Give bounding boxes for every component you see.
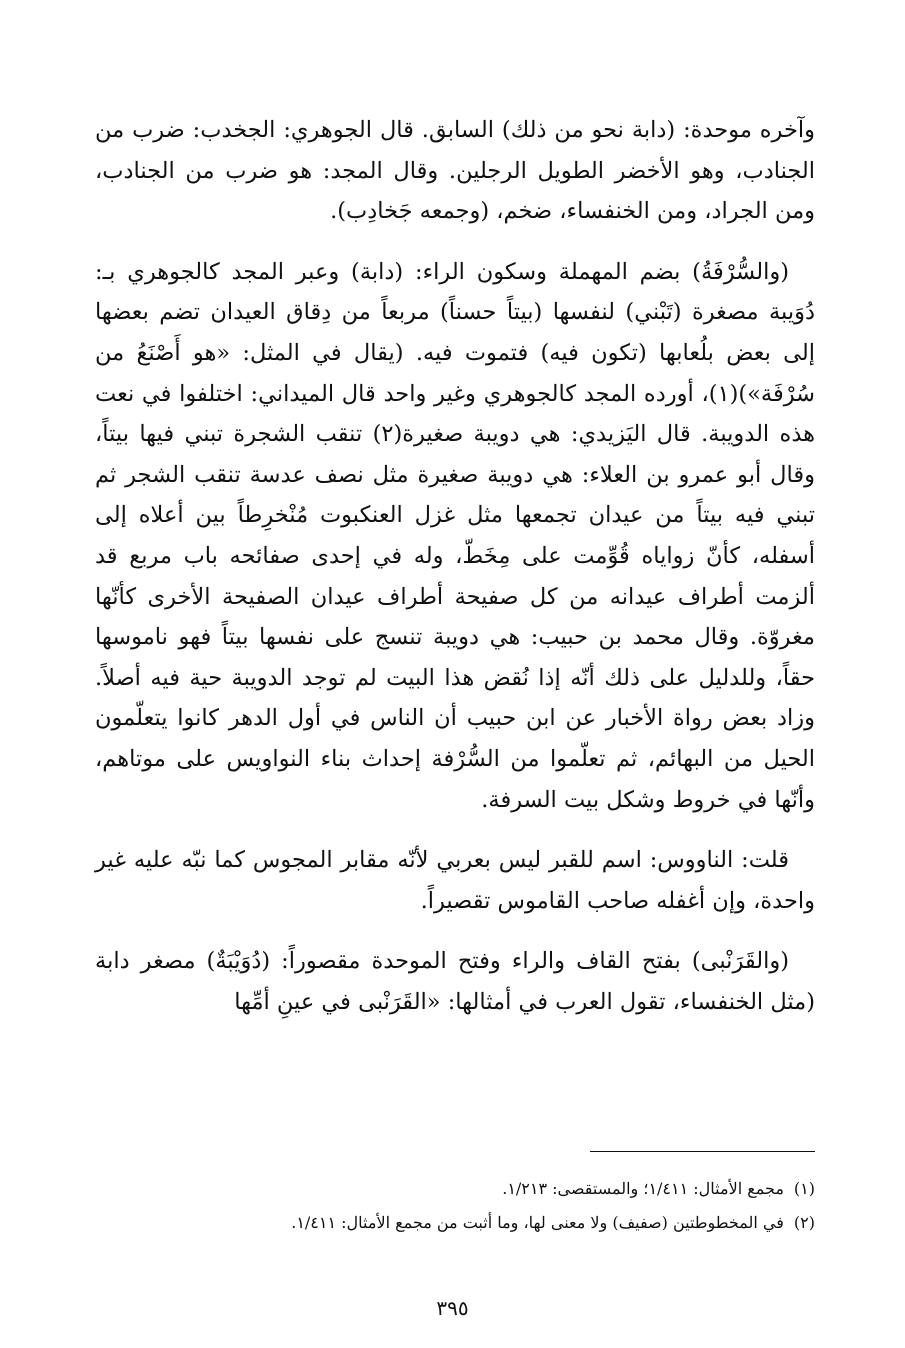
footnote-2 xyxy=(95,1206,815,1240)
footnote-number: (١) xyxy=(793,1179,815,1198)
footnote-text: مجمع الأمثال: ١/٤١١؛ والمستقصى: ١/٢١٣. xyxy=(502,1179,784,1198)
paragraph-4: (والقَرَنْبى) بفتح القاف والراء وفتح الموحدة مقصوراً: (دُوَيْبَةٌ) مصغر دابة (مثل الخنفساء، تقول العرب في أمثالها: «القَرَنْبى في عينِ أمِّها xyxy=(95,948,815,1015)
footnote-number: (٢) xyxy=(793,1213,815,1232)
paragraph-2: (والسُّرْفَةُ) بضم المهملة وسكون الراء: (دابة) وعبر المجد كالجوهري بـ: دُوَيبة مصغرة (تَبْني) لنفسها (بيتاً حسناً) مربعاً من دِقاق العيدان تضم بعضها إلى بعض بلُعابها (تكون فيه) فتموت فيه. (يقال في المثل: «هو أَصْنَعُ من سُرْفَة»)(١)، أورده المجد كالجوهري وغير واحد قال الميداني: اختلفوا في نعت هذه الدويبة. قال اليَزيدي: هي دويبة صغيرة(٢) تنقب الشجرة تبني فيها بيتاً، وقال أبو عمرو بن العلاء: هي دويبة صغيرة مثل نصف عدسة تنقب الشجر ثم تبني فيه بيتاً من عيدان تجمعها مثل غزل العنكبوت مُنْخرِطاً بين أعلاه إلى أسفله، كأنّ زواياه قُوِّمت على مِخَطّ، وله في إحدى صفائحه باب مربع قد ألزمت أطراف عيدانه من كل صفيحة أطراف عيدان الصفيحة الأخرى كأنّها مغروّة. وقال محمد بن حبيب: هي دويبة تنسج على نفسها بيتاً فهو ناموسها حقاً، وللدليل على ذلك أنّه إذا نُقض هذا البيت لم توجد الدويبة حية فيه أصلاً. وزاد بعض رواة الأخبار عن ابن حبيب أن الناس في أول الدهر كانوا يتعلّمون الحيل من البهائم، ثم تعلّموا من السُّرْفة إحداث بناء النواويس على موتاهم، وأنّها في خروط وشكل بيت السرفة. xyxy=(95,258,815,813)
footnotes xyxy=(95,1172,815,1240)
footnote-text: في المخطوطتين (صفيف) ولا معنى لها، وما أثبت من مجمع الأمثال: ١/٤١١. xyxy=(291,1213,784,1232)
footnote-divider xyxy=(590,1151,815,1152)
main-text xyxy=(95,110,815,1042)
paragraph-1: وآخره موحدة: (دابة نحو من ذلك) السابق. قال الجوهري: الجخدب: ضرب من الجنادب، وهو الأخضر الطويل الرجلين. وقال المجد: هو ضرب من الجنادب، ومن الجراد، ومن الخنفساء، ضخم، (وجمعه جَخادِب). xyxy=(95,117,815,225)
paragraph-3: قلت: الناووس: اسم للقبر ليس بعربي لأنّه مقابر المجوس كما نبّه عليه غير واحدة، وإن أغفله صاحب القاموس تقصيراً. xyxy=(95,847,815,914)
page-number: ٣٩٥ xyxy=(436,1296,469,1320)
footnote-1 xyxy=(95,1172,815,1206)
